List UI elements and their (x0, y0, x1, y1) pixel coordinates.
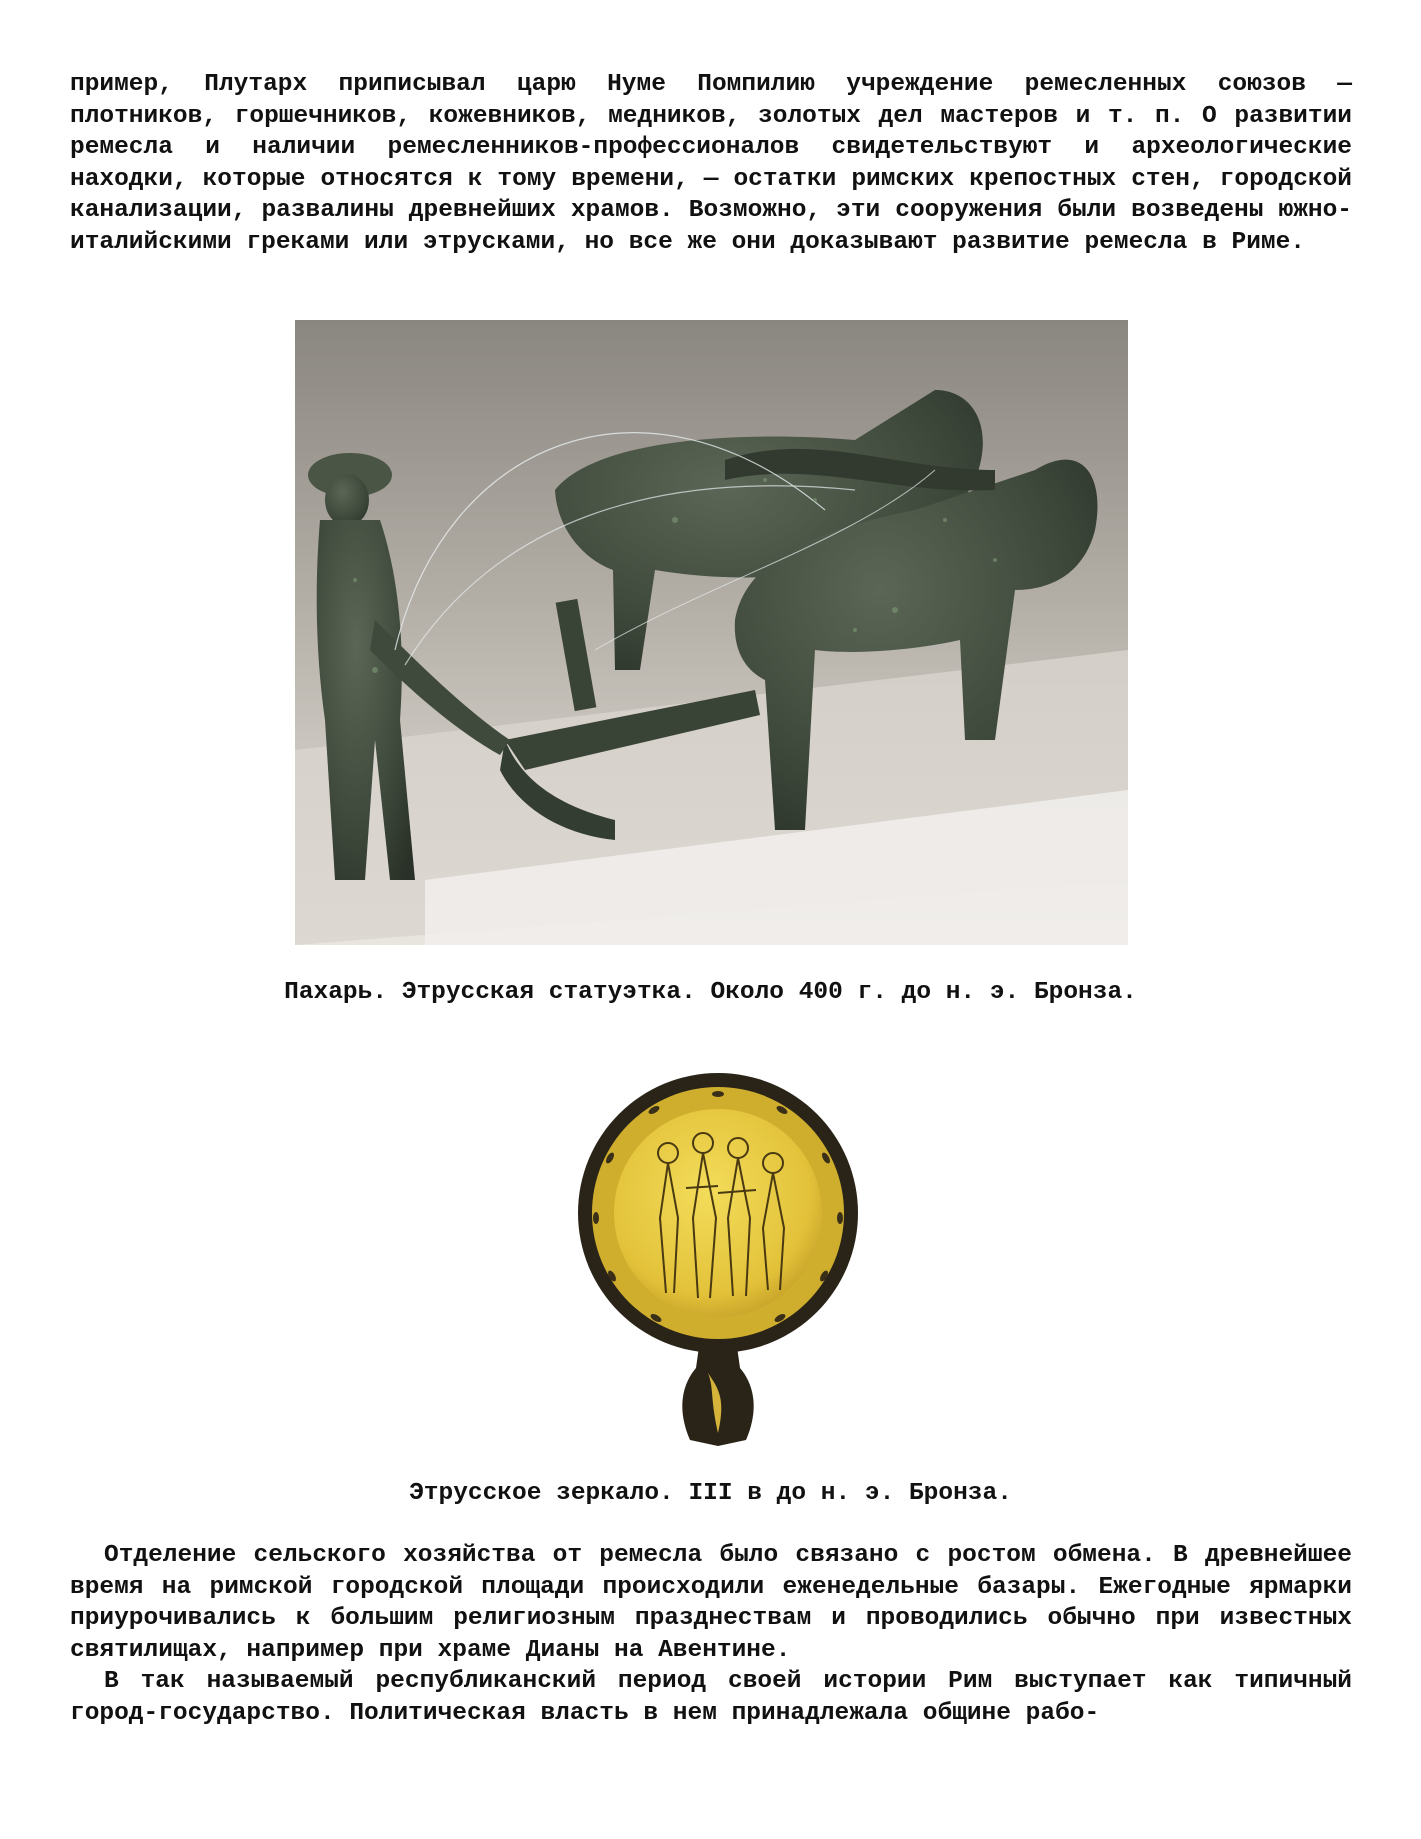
etruscan-mirror-image (568, 1068, 868, 1448)
plowman-statuette-image (295, 320, 1128, 945)
body-text-top (70, 69, 1352, 258)
paragraph: Отделение сельского хозяйства от ремесла было связано с ростом обмена. В древнейшее время на римской городской площади происходили еженедельные базары. Ежегодные ярмарки приурочивались к большим религиозным празднествам и проводились обычно при известных святилищах, например при храме Дианы на Авентине. (70, 1542, 1352, 1664)
paragraph: В так называемый республиканский период своей истории Рим выступает как типичный город-государство. Политическая власть в нем принадлежала общине рабо- (70, 1668, 1352, 1727)
figure-caption-plowman: Пахарь. Этрусская статуэтка. Около 400 г. до н. э. Бронза. (284, 979, 1137, 1006)
body-text-bottom (70, 1540, 1352, 1729)
mirror-photo (568, 1068, 868, 1448)
plowman-photo (295, 320, 1128, 945)
figure-caption-mirror: Этрусское зеркало. III в до н. э. Бронза. (409, 1480, 1012, 1507)
paragraph: пример, Плутарх приписывал царю Нуме Помпилию учреждение ремесленных союзов — плотников, горшечников, кожевников, медников, золотых дел мастеров и т. п. О развитии ремесла и наличии ремесленников-профессионалов свидетельствуют и археологические находки, которые относятся к тому времени, — остатки римских крепостных стен, городской канализации, развалины древнейших храмов. Возможно, эти сооружения были возведены южно-италийскими греками или этрусками, но все же они доказывают развитие ремесла в Риме. (70, 71, 1352, 256)
